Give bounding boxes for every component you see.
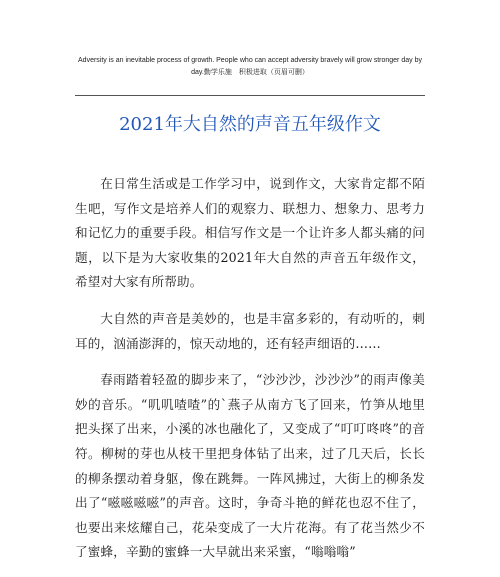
header-english-line: Adversity is an inevitable process of growth. People who can accept adversity bravely will grow stronger day by (78, 57, 422, 64)
paragraph-nature-sounds: 大自然的声音是美妙的，也是丰富多彩的，有动听的，刺耳的，汹涌澎湃的，惊天动地的，还有轻声细语的…… (75, 310, 425, 351)
paragraph-intro: 在日常生活或是工作学习中，说到作文，大家肯定都不陌生吧，写作文是培养人们的观察力、联想力、想象力、思考力和记忆力的重要手段。相信写作文是一个让许多人都头痛的问题，以下是为大家收集的2021年大自然的声音五年级作文，希望对大家有所帮助。 (75, 176, 425, 290)
paragraph-spring-rain: 春雨踏着轻盈的脚步来了，“沙沙沙，沙沙沙”的雨声像美妙的音乐。“叽叽喳喳”的`燕子从南方飞了回来，竹笋从地里把头探了出来，小溪的冰也融化了，又变成了“叮叮咚咚”的音符。柳树的芽也从枝干里把身体钻了出来，过了几天后，长长的柳条摆动着身躯，像在跳舞。一阵风拂过，大街上的柳条发出了“嗞嗞嗞嗞”的声音。这时，争奇斗艳的鲜花也忍不住了，也要出来炫耀自己，花朵变成了一大片花海。有了花当然少不了蜜蜂，辛勤的蜜蜂一大早就出来采蜜，“嗡嗡嗡” (75, 372, 425, 560)
page-header (70, 55, 430, 79)
document-body (75, 172, 425, 577)
header-divider (75, 95, 425, 96)
document-title: 2021年大自然的声音五年级作文 (119, 114, 381, 135)
header-chinese-line: day.勤学乐施 积极进取（页眉可删） (191, 69, 309, 76)
